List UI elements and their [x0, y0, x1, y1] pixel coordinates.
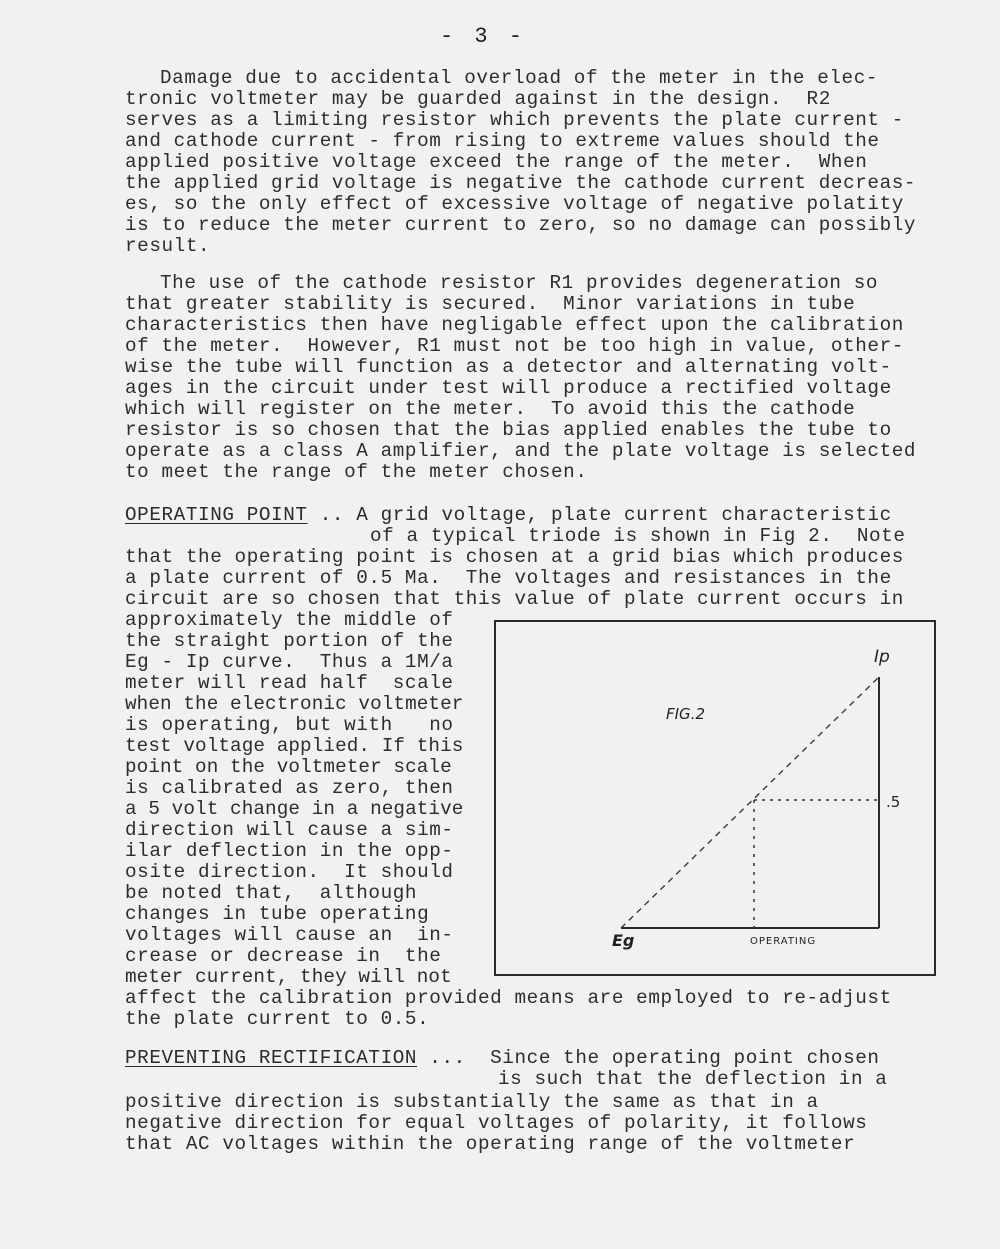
text-line: meter current, they will not	[125, 966, 452, 988]
text-line: and cathode current - from rising to extreme values should the	[125, 130, 880, 152]
text-line: changes in tube operating	[125, 903, 430, 925]
text-line: is operating, but with no	[125, 714, 454, 736]
text-line: circuit are so chosen that this value of plate current occurs in	[125, 588, 904, 610]
text-line: affect the calibration provided means are employed to re-adjust	[125, 987, 892, 1009]
text-line: operate as a class A amplifier, and the plate voltage is selected	[125, 440, 917, 462]
text-line: Eg - Ip curve. Thus a 1M/a	[125, 651, 454, 673]
figure-title: FIG.2	[666, 705, 705, 723]
text-line: that the operating point is chosen at a grid bias which produces	[125, 546, 904, 568]
heading-continuation: ... Since the operating point chosen	[417, 1047, 880, 1069]
text-line: wise the tube will function as a detector and alternating volt-	[125, 356, 892, 378]
text-line: voltages will cause an in-	[125, 924, 454, 946]
page-number: - 3 -	[440, 24, 527, 49]
text-line: tronic voltmeter may be guarded against in the design. R2	[125, 88, 831, 110]
text-line: of a typical triode is shown in Fig 2. Note	[370, 525, 906, 547]
half-scale-label: .5	[886, 793, 901, 811]
text-line: the applied grid voltage is negative the cathode current decreas-	[125, 172, 917, 194]
eg-ip-curve-line	[621, 677, 879, 928]
text-line: test voltage applied. If this	[125, 735, 464, 757]
text-line: result.	[125, 235, 211, 257]
text-line: meter will read half scale	[125, 672, 454, 694]
text-line: is to reduce the meter current to zero, so no damage can possibly	[125, 214, 917, 236]
text-line: resistor is so chosen that the bias applied enables the tube to	[125, 419, 892, 441]
eg-axis-label: Eg	[612, 931, 635, 950]
text-line: be noted that, although	[125, 882, 418, 904]
text-line: that greater stability is secured. Minor variations in tube	[125, 293, 856, 315]
section-heading: OPERATING POINT	[125, 504, 308, 526]
text-line: which will register on the meter. To avoid this the cathode	[125, 398, 856, 420]
figure-2-eg-ip-curve	[494, 620, 936, 976]
operating-label: OPERATING	[750, 936, 817, 947]
text-line: is such that the deflection in a	[498, 1068, 888, 1090]
text-line: when the electronic voltmeter	[125, 693, 464, 715]
text-line: ages in the circuit under test will produce a rectified voltage	[125, 377, 892, 399]
text-line: a 5 volt change in a negative	[125, 798, 464, 820]
text-line: serves as a limiting resistor which prevents the plate current -	[125, 109, 904, 131]
section-heading: PREVENTING RECTIFICATION	[125, 1047, 418, 1069]
text-line: to meet the range of the meter chosen.	[125, 461, 588, 483]
text-line: positive direction is substantially the same as that in a	[125, 1091, 819, 1113]
text-line: Damage due to accidental overload of the meter in the elec-	[160, 67, 879, 89]
text-line: ilar deflection in the opp-	[125, 840, 454, 862]
text-line: es, so the only effect of excessive voltage of negative polatity	[125, 193, 904, 215]
text-line: osite direction. It should	[125, 861, 454, 883]
text-line: negative direction for equal voltages of polarity, it follows	[125, 1112, 868, 1134]
figure-2-drawing	[496, 622, 938, 978]
text-line: applied positive voltage exceed the range of the meter. When	[125, 151, 868, 173]
text-line: of the meter. However, R1 must not be too high in value, other-	[125, 335, 904, 357]
text-line: direction will cause a sim-	[125, 819, 454, 841]
text-line: approximately the middle of	[125, 609, 454, 631]
ip-axis-label: Ip	[874, 647, 890, 667]
text-line: the straight portion of the	[125, 630, 454, 652]
text-line: characteristics then have negligable effect upon the calibration	[125, 314, 904, 336]
text-line: a plate current of 0.5 Ma. The voltages and resistances in the	[125, 567, 892, 589]
text-line: point on the voltmeter scale	[125, 756, 452, 778]
heading-continuation: .. A grid voltage, plate current characteristic	[307, 504, 892, 526]
text-line: crease or decrease in the	[125, 945, 442, 967]
section-heading-line	[125, 1048, 880, 1069]
section-heading-line	[125, 505, 892, 526]
text-line: that AC voltages within the operating range of the voltmeter	[125, 1133, 856, 1155]
text-line: The use of the cathode resistor R1 provides degeneration so	[160, 272, 879, 294]
text-line: is calibrated as zero, then	[125, 777, 454, 799]
text-line: the plate current to 0.5.	[125, 1008, 430, 1030]
